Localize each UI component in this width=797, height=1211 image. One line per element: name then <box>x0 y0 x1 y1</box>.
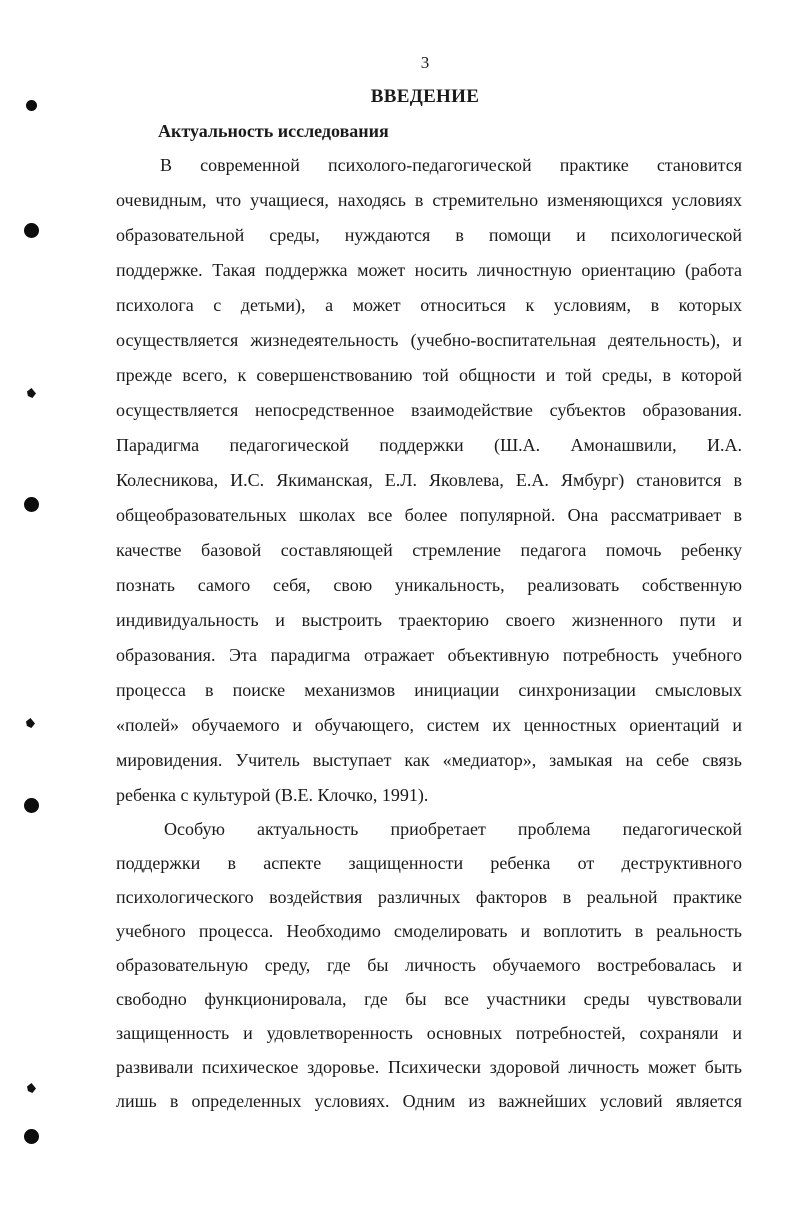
text-line: познать самого себя, свою уникальность, реализовать собственную <box>116 575 742 595</box>
section-subheading: Актуальность исследования <box>158 121 389 141</box>
scan-speck-mark <box>27 1083 36 1093</box>
text-line: развивали психическое здоровье. Психически здоровой личность может быть <box>116 1057 742 1077</box>
text-line: осуществляется жизнедеятельность (учебно-воспитательная деятельность), и <box>116 330 742 350</box>
text-line: лишь в определенных условиях. Одним из важнейших условий является <box>116 1091 742 1111</box>
text-line: очевидным, что учащиеся, находясь в стремительно изменяющихся условиях <box>116 190 742 210</box>
text-line: образования. Эта парадигма отражает объективную потребность учебного <box>116 645 742 665</box>
text-line: Колесникова, И.С. Якиманская, Е.Л. Яковлева, Е.А. Ямбург) становится в <box>116 470 742 490</box>
text-line: учебного процесса. Необходимо смоделировать и воплотить в реальность <box>116 921 742 941</box>
text-line: В современной психолого-педагогической практике становится <box>160 155 742 175</box>
binder-hole-mark <box>24 223 39 238</box>
text-line: «полей» обучаемого и обучающего, систем их ценностных ориентаций и <box>116 715 742 735</box>
text-line: образовательную среду, где бы личность обучаемого востребовалась и <box>116 955 742 975</box>
text-line: осуществляется непосредственное взаимодействие субъектов образования. <box>116 400 742 420</box>
text-line: Особую актуальность приобретает проблема педагогической <box>164 819 742 839</box>
text-line: поддержке. Такая поддержка может носить личностную ориентацию (работа <box>116 260 742 280</box>
binder-hole-mark <box>24 1129 39 1144</box>
text-line: психолога с детьми), а может относиться к условиям, в которых <box>116 295 742 315</box>
binder-hole-mark <box>24 497 39 512</box>
text-line: прежде всего, к совершенствованию той общности и той среды, в которой <box>116 365 742 385</box>
text-line: образовательной среды, нуждаются в помощи и психологической <box>116 225 742 245</box>
text-line: Парадигма педагогической поддержки (Ш.А. Амонашвили, И.А. <box>116 435 742 455</box>
text-line: ребенка с культурой (В.Е. Клочко, 1991). <box>116 785 429 805</box>
page-title: ВВЕДЕНИЕ <box>370 86 480 107</box>
text-line: поддержки в аспекте защищенности ребенка от деструктивного <box>116 853 742 873</box>
text-line: защищенность и удовлетворенность основных потребностей, сохраняли и <box>116 1023 742 1043</box>
scan-speck-mark <box>27 388 36 398</box>
text-line: качестве базовой составляющей стремление педагога помочь ребенку <box>116 540 742 560</box>
text-line: мировидения. Учитель выступает как «медиатор», замыкая на себе связь <box>116 750 742 770</box>
text-line: психологического воздействия различных факторов в реальной практике <box>116 887 742 907</box>
page-number: 3 <box>420 53 430 72</box>
text-line: общеобразовательных школах все более популярной. Она рассматривает в <box>116 505 742 525</box>
text-line: свободно функционировала, где бы все участники среды чувствовали <box>116 989 742 1009</box>
text-line: индивидуальность и выстроить траекторию своего жизненного пути и <box>116 610 742 630</box>
scan-speck-mark <box>26 718 35 728</box>
binder-hole-mark <box>24 798 39 813</box>
text-line: процесса в поиске механизмов инициации синхронизации смысловых <box>116 680 742 700</box>
